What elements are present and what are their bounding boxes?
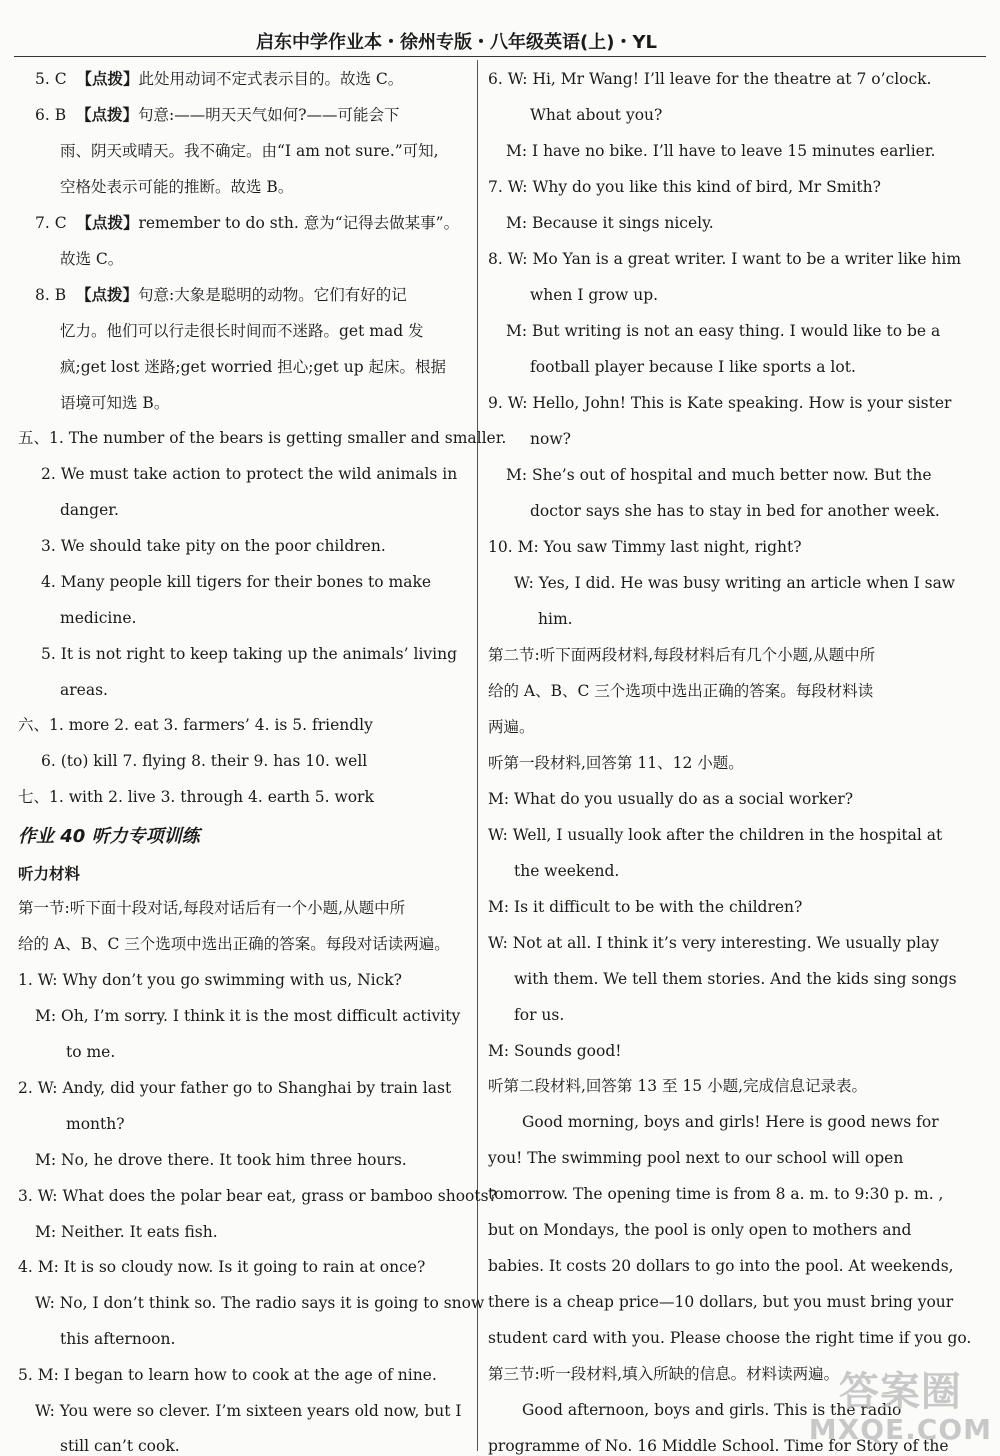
section-five-1: 五、1. The number of the bears is getting smaller and smaller. [18, 429, 507, 447]
dialog-10-w: W: Yes, I did. He was busy writing an article when I saw [514, 574, 956, 592]
dialog-4-w: W: No, I don’t think so. The radio says it is going to snow [35, 1294, 485, 1312]
answer-8: 8. B 【点拨】句意:大象是聪明的动物。它们有好的记 [35, 286, 407, 304]
section1-instr-2: 给的 A、B、C 三个选项中选出正确的答案。每段对话读两遍。 [18, 935, 450, 953]
material-2-line-4: but on Mondays, the pool is only open to mothers and [488, 1221, 912, 1239]
dialog-4-w2: this afternoon. [60, 1330, 176, 1348]
dialog-9-m: M: She’s out of hospital and much better now. But the [506, 466, 932, 484]
column-divider [477, 60, 478, 1451]
listening-material-label: 听力材料 [18, 865, 81, 883]
dialog-2-w: 2. W: Andy, did your father go to Shanghai by train last [18, 1079, 452, 1097]
material-1-line-6: with them. We tell them stories. And the kids sing songs [514, 970, 957, 988]
material-1-intro: 听第一段材料,回答第 11、12 小题。 [488, 754, 744, 772]
material-2-line-7: student card with you. Please choose the right time if you go. [488, 1329, 972, 1347]
answer-6-line3: 空格处表示可能的推断。故选 B。 [60, 178, 294, 196]
dialog-8-m2: football player because I like sports a lot. [530, 358, 856, 376]
answer-8-line3: 疯;get lost 迷路;get worried 担心;get up 起床。根据 [60, 358, 447, 376]
section-five-5b: areas. [60, 681, 108, 699]
section-six-2: 6. (to) kill 7. flying 8. their 9. has 10. well [41, 752, 368, 770]
section3-instr: 第三节:听一段材料,填入所缺的信息。材料读两遍。 [488, 1365, 840, 1383]
material-1-line-5: W: Not at all. I think it’s very interesting. We usually play [488, 934, 939, 952]
material-1-line-8: M: Sounds good! [488, 1042, 622, 1060]
dialog-8-w: 8. W: Mo Yan is a great writer. I want to be a writer like him [488, 250, 962, 268]
header-rule [14, 56, 986, 57]
watermark-logo [808, 1369, 992, 1449]
answer-7: 7. C 【点拨】remember to do sth. 意为“记得去做某事”。 [35, 214, 460, 232]
section2-instr-3: 两遍。 [488, 718, 535, 736]
answer-7-line2: 故选 C。 [60, 250, 124, 268]
dialog-9-w2: now? [530, 430, 571, 448]
material-2-line-3: tomorrow. The opening time is from 8 a. m. to 9:30 p. m. , [488, 1185, 944, 1203]
dialog-2-w2: month? [66, 1115, 125, 1133]
section-five-4b: medicine. [60, 609, 137, 627]
dialog-3-w: 3. W: What does the polar bear eat, grass or bamboo shoots? [18, 1187, 497, 1205]
material-2-line-1: Good morning, boys and girls! Here is good news for [522, 1113, 939, 1131]
dialog-7-w: 7. W: Why do you like this kind of bird, Mr Smith? [488, 178, 881, 196]
dialog-5-w2: still can’t cook. [60, 1437, 180, 1455]
dialog-6-w2: What about you? [530, 106, 663, 124]
homework-40-title: 作业 40 听力专项训练 [18, 826, 200, 847]
watermark-text: 答案圈 [838, 1369, 962, 1415]
dialog-4-m: 4. M: It is so cloudy now. Is it going to rain at once? [18, 1258, 426, 1276]
section-five-2: 2. We must take action to protect the wild animals in [41, 465, 458, 483]
material-1-line-3: the weekend. [514, 862, 620, 880]
section1-instr-1: 第一节:听下面十段对话,每段对话后有一个小题,从题中所 [18, 899, 406, 917]
section2-instr-1: 第二节:听下面两段材料,每段材料后有几个小题,从题中所 [488, 646, 876, 664]
answer-5: 5. C 【点拨】此处用动词不定式表示目的。故选 C。 [35, 70, 404, 88]
answer-6-line2: 雨、阴天或晴天。我不确定。由“I am not sure.”可知, [60, 142, 439, 160]
material-2-line-6: there is a cheap price—10 dollars, but you must bring your [488, 1293, 954, 1311]
material-1-line-2: W: Well, I usually look after the children in the hospital at [488, 826, 943, 844]
section3-line-1: Good afternoon, boys and girls. This is the radio [522, 1401, 902, 1419]
dialog-3-m: M: Neither. It eats fish. [35, 1223, 218, 1241]
dialog-8-m: M: But writing is not an easy thing. I would like to be a [506, 322, 941, 340]
page-header [0, 0, 1000, 56]
material-2-line-5: babies. It costs 20 dollars to go into the pool. At weekends, [488, 1257, 954, 1275]
dialog-8-w2: when I grow up. [530, 286, 659, 304]
section-five-4: 4. Many people kill tigers for their bones to make [41, 573, 432, 591]
section3-line-2: programme of No. 16 Middle School. Time for Story of the [488, 1437, 949, 1455]
material-2-intro: 听第二段材料,回答第 13 至 15 小题,完成信息记录表。 [488, 1077, 868, 1095]
answer-8-line2: 忆力。他们可以行走很长时间而不迷路。get mad 发 [60, 322, 424, 340]
section-seven: 七、1. with 2. live 3. through 4. earth 5. work [18, 788, 374, 806]
material-1-line-1: M: What do you usually do as a social worker? [488, 790, 854, 808]
material-1-line-7: for us. [514, 1006, 565, 1024]
dialog-5-w: W: You were so clever. I’m sixteen years old now, but I [35, 1402, 462, 1420]
dialog-9-w: 9. W: Hello, John! This is Kate speaking. How is your sister [488, 394, 952, 412]
answer-6: 6. B 【点拨】句意:——明天天气如何?——可能会下 [35, 106, 400, 124]
section-six-1: 六、1. more 2. eat 3. farmers’ 4. is 5. friendly [18, 716, 373, 734]
dialog-10-w2: him. [538, 610, 573, 628]
dialog-1-m2: to me. [66, 1043, 116, 1061]
dialog-5-m: 5. M: I began to learn how to cook at the age of nine. [18, 1366, 437, 1384]
section-five-3: 3. We should take pity on the poor children. [41, 537, 386, 555]
dialog-6-w: 6. W: Hi, Mr Wang! I’ll leave for the theatre at 7 o’clock. [488, 70, 932, 88]
answer-8-line4: 语境可知选 B。 [60, 394, 170, 412]
material-1-line-4: M: Is it difficult to be with the children? [488, 898, 803, 916]
dialog-1-m: M: Oh, I’m sorry. I think it is the most difficult activity [35, 1007, 461, 1025]
dialog-9-m2: doctor says she has to stay in bed for another week. [530, 502, 940, 520]
section-five-5: 5. It is not right to keep taking up the animals’ living [41, 645, 458, 663]
dialog-2-m: M: No, he drove there. It took him three hours. [35, 1151, 407, 1169]
dialog-1-w: 1. W: Why don’t you go swimming with us, Nick? [18, 971, 402, 989]
header-title: 启东中学作业本・徐州专版・八年级英语(上)・YL [256, 32, 657, 53]
section2-instr-2: 给的 A、B、C 三个选项中选出正确的答案。每段材料读 [488, 682, 874, 700]
section-five-2b: danger. [60, 501, 119, 519]
dialog-10-m: 10. M: You saw Timmy last night, right? [488, 538, 802, 556]
dialog-7-m: M: Because it sings nicely. [506, 214, 714, 232]
dialog-6-m: M: I have no bike. I’ll have to leave 15 minutes earlier. [506, 142, 936, 160]
material-2-line-2: you! The swimming pool next to our school will open [488, 1149, 904, 1167]
watermark-url: MXQE.COM [808, 1413, 992, 1446]
